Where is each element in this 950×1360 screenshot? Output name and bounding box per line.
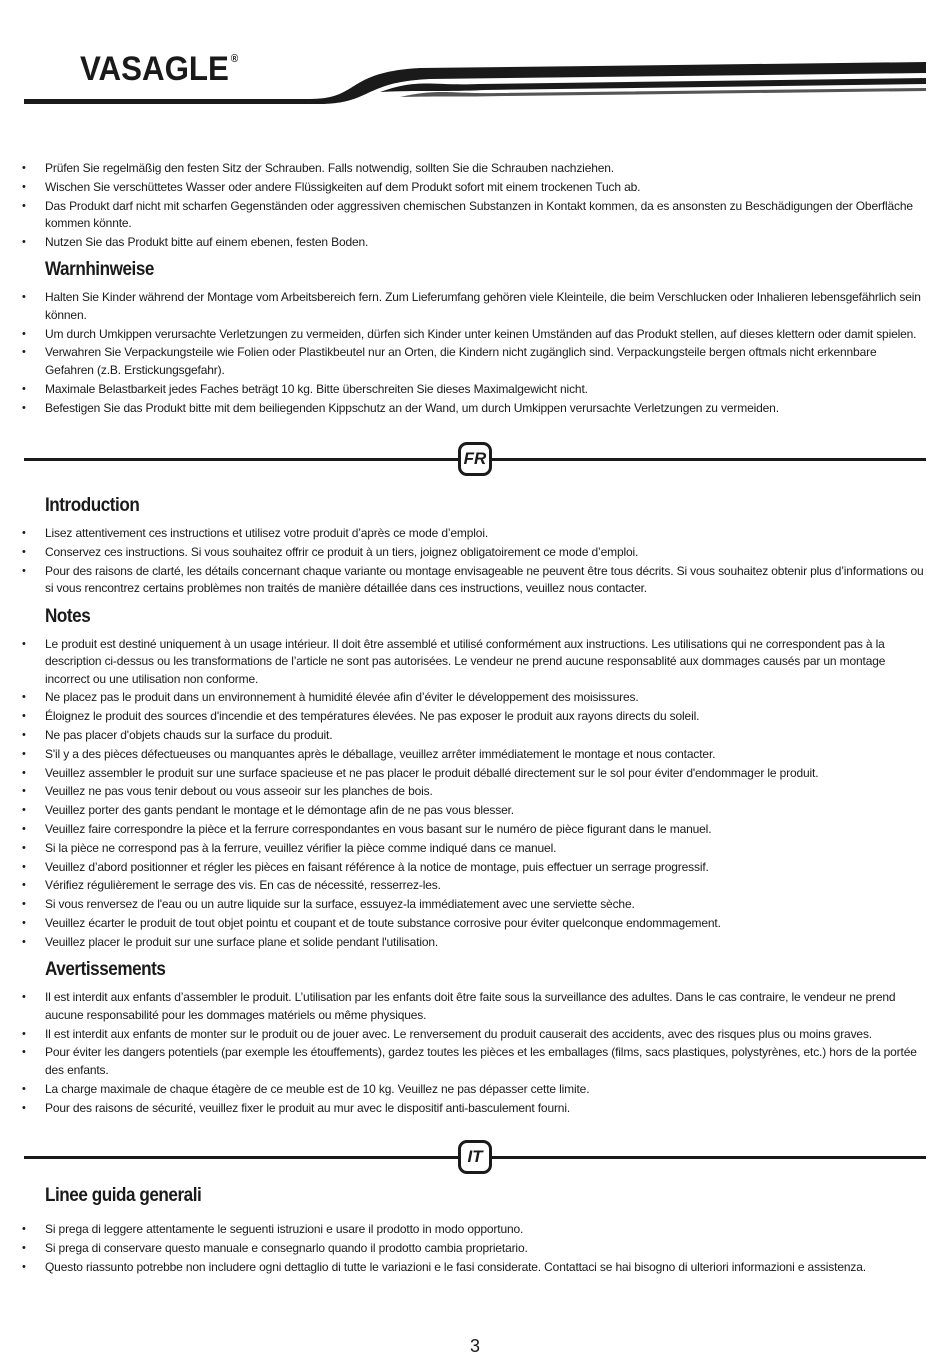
list-item: • Veuillez placer le produit sur une surface plane et solide pendant l'utilisation. (0, 934, 950, 952)
list-item: • Maximale Belastbarkeit jedes Faches beträgt 10 kg. Bitte überschreiten Sie dieses Maximalgewicht nicht. (0, 381, 950, 399)
section-heading-notes: Notes (45, 605, 91, 627)
list-item: • Veuillez assembler le produit sur une surface spacieuse et ne pas placer le produit déballé directement sur le sol pour éviter d'endommager le produit. (0, 765, 950, 783)
brand-name: VASAGLE (80, 50, 229, 88)
page-header (0, 0, 950, 110)
list-item: • Ne placez pas le produit dans un environnement à humidité élevée afin d’éviter le développement des moisissures. (0, 689, 950, 707)
list-item: • Nutzen Sie das Produkt bitte auf einem ebenen, festen Boden. (0, 234, 950, 252)
it-general-list (0, 1221, 950, 1276)
section-heading-linee-guida: Linee guida generali (45, 1185, 202, 1207)
fr-intro-list (0, 525, 950, 598)
list-item: • Vérifiez régulièrement le serrage des vis. En cas de nécessité, resserrez-les. (0, 877, 950, 895)
list-item: • Befestigen Sie das Produkt bitte mit dem beiliegenden Kippschutz an der Wand, um durch Umkippen verursachte Verletzungen zu vermeiden. (0, 400, 950, 418)
list-item: • Si vous renversez de l'eau ou un autre liquide sur la surface, essuyez-la immédiatement avec une serviette sèche. (0, 896, 950, 914)
fr-warnings-list (0, 989, 950, 1117)
list-item: • Éloignez le produit des sources d'incendie et des températures élevées. Ne pas exposer le produit aux rayons directs du soleil. (0, 708, 950, 726)
language-badge-fr: FR (458, 442, 492, 476)
list-item: • Veuillez faire correspondre la pièce et la ferrure correspondantes en vous basant sur le numéro de pièce figurant dans le manuel. (0, 821, 950, 839)
list-item: • Il est interdit aux enfants d’assembler le produit. L’utilisation par les enfants doit être faite sous la surveillance des adultes. Dans le cas contraire, le vendeur ne prend aucune responsabilité pour les dommages matériels ou même physiques. (0, 989, 950, 1024)
list-item: • La charge maximale de chaque étagère de ce meuble est de 10 kg. Veuillez ne pas dépasser cette limite. (0, 1081, 950, 1099)
language-divider-fr (0, 439, 950, 479)
de-warnings-list (0, 289, 950, 417)
list-item: • Veuillez d’abord positionner et régler les pièces en faisant référence à la notice de montage, puis effectuer un serrage progressif. (0, 859, 950, 877)
registered-mark: ® (230, 52, 239, 65)
list-item: • Conservez ces instructions. Si vous souhaitez offrir ce produit à un tiers, joignez obligatoirement ce mode d’emploi. (0, 544, 950, 562)
section-heading-introduction: Introduction (45, 495, 140, 517)
list-item: • S'il y a des pièces défectueuses ou manquantes après le déballage, veuillez arrêter immédiatement le montage et nous contacter. (0, 746, 950, 764)
list-item: • Ne pas placer d'objets chauds sur la surface du produit. (0, 727, 950, 745)
section-heading-avertissements: Avertissements (45, 959, 166, 981)
section-heading-warnhinweise: Warnhinweise (45, 259, 154, 281)
list-item: • Verwahren Sie Verpackungsteile wie Folien oder Plastikbeutel nur an Orten, die Kindern nicht zugänglich sind. Verpackungsteile bergen oftmals nicht erkennbare Gefahren (z.B. Erstickungsgefahr). (0, 344, 950, 379)
list-item: • Pour des raisons de sécurité, veuillez fixer le produit au mur avec le dispositif anti-basculement fourni. (0, 1100, 950, 1118)
divider-line (492, 458, 926, 461)
list-item: • Um durch Umkippen verursachte Verletzungen zu vermeiden, dürfen sich Kinder unter keinen Umständen auf das Produkt stellen, auf dieses klettern oder damit spielen. (0, 326, 950, 344)
list-item: • Si prega di leggere attentamente le seguenti istruzioni e usare il prodotto in modo opportuno. (0, 1221, 950, 1239)
de-care-list (0, 160, 950, 251)
list-item: • Halten Sie Kinder während der Montage vom Arbeitsbereich fern. Zum Lieferumfang gehören viele Kleinteile, die beim Verschlucken oder Inhalieren lebensgefährlich sein können. (0, 289, 950, 324)
page-number: 3 (469, 1336, 480, 1356)
list-item: • Si la pièce ne correspond pas à la ferrure, veuillez vérifier la pièce comme indiqué dans ce manuel. (0, 840, 950, 858)
language-divider-it (0, 1137, 950, 1177)
divider-line (24, 458, 458, 461)
list-item: • Veuillez écarter le produit de tout objet pointu et coupant et de toute substance corrosive pour éviter quelconque endommagement. (0, 915, 950, 933)
list-item: • Lisez attentivement ces instructions et utilisez votre produit d’après ce mode d’emploi. (0, 525, 950, 543)
list-item: • Pour des raisons de clarté, les détails concernant chaque variante ou montage envisageable ne peuvent être tous décrits. Si vous souhaitez obtenir plus d’informations ou si vous rencontrez certains problèmes non traités de manière détaillée dans ces instructions, veuillez nous contacter. (0, 563, 950, 598)
list-item: • Prüfen Sie regelmäßig den festen Sitz der Schrauben. Falls notwendig, sollten Sie die Schrauben nachziehen. (0, 160, 950, 178)
list-item: • Das Produkt darf nicht mit scharfen Gegenständen oder aggressiven chemischen Substanzen in Kontakt kommen, da es ansonsten zu Beschädigungen der Oberfläche kommen könnte. (0, 198, 950, 233)
language-badge-it: IT (458, 1140, 492, 1174)
list-item: • Pour éviter les dangers potentiels (par exemple les étouffements), gardez toutes les pièces et les emballages (films, sacs plastiques, polystyrènes, etc.) hors de la portée des enfants. (0, 1044, 950, 1079)
divider-line (24, 1156, 458, 1159)
list-item: • Veuillez porter des gants pendant le montage et le démontage afin de ne pas vous blesser. (0, 802, 950, 820)
list-item: • Il est interdit aux enfants de monter sur le produit ou de jouer avec. Le renversement du produit causerait des accidents, avec des risques plus ou moins graves. (0, 1026, 950, 1044)
page-content (0, 160, 950, 1277)
brand-logo (80, 50, 238, 89)
list-item: • Questo riassunto potrebbe non includere ogni dettaglio di tutte le variazioni e le fasi considerate. Contattaci se hai bisogno di ulteriori informazioni e assistenza. (0, 1259, 950, 1277)
list-item: • Le produit est destiné uniquement à un usage intérieur. Il doit être assemblé et utilisé conformément aux instructions. Les utilisations qui ne correspondent pas à la description ci-dessus ou les transformations de l’article ne sont pas autorisées. Le vendeur ne prend aucune responsablité aux dommages causés par un montage incorrect ou une utilisation non conforme. (0, 636, 950, 689)
list-item: • Wischen Sie verschüttetes Wasser oder andere Flüssigkeiten auf dem Produkt sofort mit einem trockenen Tuch ab. (0, 179, 950, 197)
list-item: • Veuillez ne pas vous tenir debout ou vous asseoir sur les planches de bois. (0, 783, 950, 801)
fr-notes-list (0, 636, 950, 952)
list-item: • Si prega di conservare questo manuale e consegnarlo quando il prodotto cambia proprietario. (0, 1240, 950, 1258)
divider-line (492, 1156, 926, 1159)
